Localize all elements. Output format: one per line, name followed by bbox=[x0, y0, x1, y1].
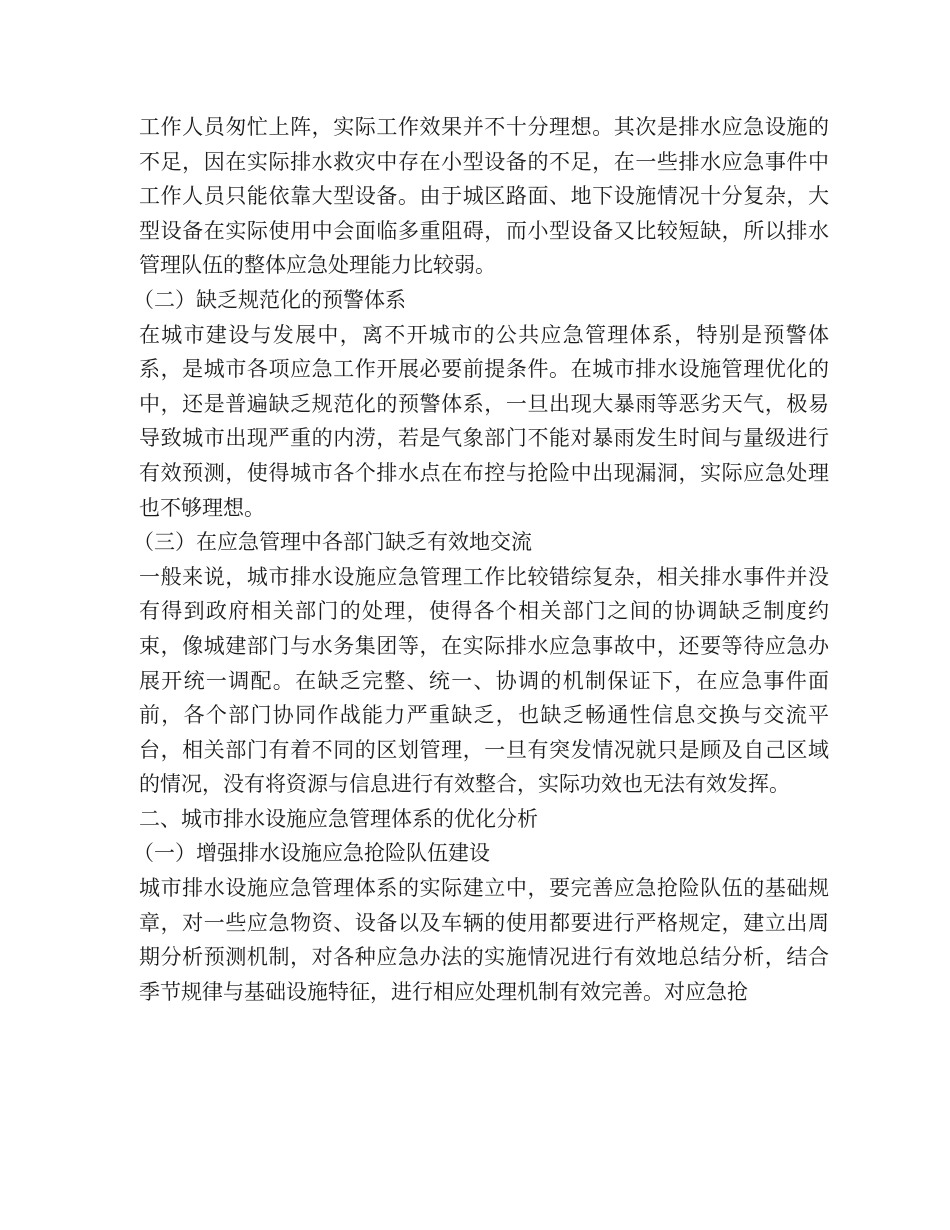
paragraph-warning-system: 在城市建设与发展中，离不开城市的公共应急管理体系，特别是预警体系，是城市各项应急工作开展必要前提条件。在城市排水设施管理优化的中，还是普遍缺乏规范化的预警体系，一旦出现大暴雨等恶劣天气，极易导致城市出现严重的内涝，若是气象部门不能对暴雨发生时间与量级进行有效预测，使得城市各个排水点在布控与抢险中出现漏洞，实际应急处理也不够理想。 bbox=[139, 322, 829, 520]
document-page bbox=[133, 110, 829, 1009]
subheading-team-building: （一）增强排水设施应急抢险队伍建设 bbox=[133, 841, 490, 866]
subheading-department-communication: （三）在应急管理中各部门缺乏有效地交流 bbox=[133, 530, 532, 555]
paragraph-team-building: 城市排水设施应急管理体系的实际建立中，要完善应急抢险队伍的基础规章，对一些应急物资、设备以及车辆的使用都要进行严格规定，建立出周期分析预测机制，对各种应急办法的实施情况进行有效地总结分析，结合季节规律与基础设施特征，进行相应处理机制有效完善。对应急抢 bbox=[139, 876, 829, 1004]
subheading-warning-system: （二）缺乏规范化的预警体系 bbox=[133, 287, 406, 312]
paragraph-department-communication: 一般来说，城市排水设施应急管理工作比较错综复杂，相关排水事件并没有得到政府相关部门的处理，使得各个相关部门之间的协调缺乏制度约束，像城建部门与水务集团等，在实际排水应急事故中，还要等待应急办展开统一调配。在缺乏完整、统一、协调的机制保证下，在应急事件面前，各个部门协同作战能力严重缺乏，也缺乏畅通性信息交换与交流平台，相关部门有着不同的区划管理，一旦有突发情况就只是顾及自己区域的情况，没有将资源与信息进行有效整合，实际功效也无法有效发挥。 bbox=[139, 564, 829, 797]
paragraph-team-shortage: 工作人员匆忙上阵，实际工作效果并不十分理想。其次是排水应急设施的不足，因在实际排水救灾中存在小型设备的不足，在一些排水应急事件中工作人员只能依靠大型设备。由于城区路面、地下设施情况十分复杂，大型设备在实际使用中会面临多重阻碍，而小型设备又比较短缺，所以排水管理队伍的整体应急处理能力比较弱。 bbox=[139, 115, 829, 278]
section-heading-optimization: 二、城市排水设施应急管理体系的优化分析 bbox=[139, 806, 538, 831]
